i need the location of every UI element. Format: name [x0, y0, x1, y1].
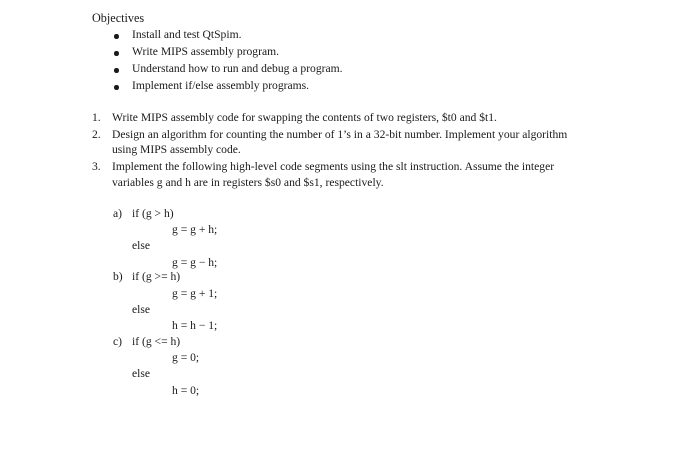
bullet-icon [114, 34, 119, 39]
task-number: 1. [92, 111, 101, 124]
task-text: Design an algorithm for counting the number of 1’s in a 32-bit number. Implement your algorithm [112, 128, 568, 141]
bullet-icon [114, 68, 119, 73]
code-else: else [132, 303, 151, 316]
objectives-heading: Objectives [92, 11, 145, 25]
task-text: Implement the following high-level code segments using the slt instruction. Assume the integer [112, 160, 555, 173]
code-label: b) [113, 270, 123, 283]
code-statement: g = g + h; [172, 223, 218, 236]
task-text: using MIPS assembly code. [112, 143, 241, 156]
bullet-icon [114, 51, 119, 56]
objective-item: Implement if/else assembly programs. [132, 79, 310, 92]
objective-item: Install and test QtSpim. [132, 28, 242, 41]
task-text: Write MIPS assembly code for swapping the contents of two registers, $t0 and $t1. [112, 111, 497, 124]
bullet-icon [114, 85, 119, 90]
code-else: else [132, 239, 151, 252]
code-statement: g = g + 1; [172, 287, 218, 300]
code-condition: if (g <= h) [132, 335, 181, 348]
code-condition: if (g > h) [132, 207, 174, 220]
task-text: variables g and h are in registers $s0 and $s1, respectively. [112, 176, 384, 189]
code-condition: if (g >= h) [132, 270, 181, 283]
code-label: c) [113, 335, 123, 348]
code-statement: g = 0; [172, 351, 200, 364]
code-statement: h = h − 1; [172, 319, 218, 332]
task-number: 3. [92, 160, 101, 173]
objective-item: Write MIPS assembly program. [132, 45, 280, 58]
objective-item: Understand how to run and debug a program. [132, 62, 343, 75]
task-number: 2. [92, 128, 101, 141]
code-statement: h = 0; [172, 384, 200, 397]
code-else: else [132, 367, 151, 380]
code-statement: g = g − h; [172, 256, 218, 269]
code-label: a) [113, 207, 123, 220]
